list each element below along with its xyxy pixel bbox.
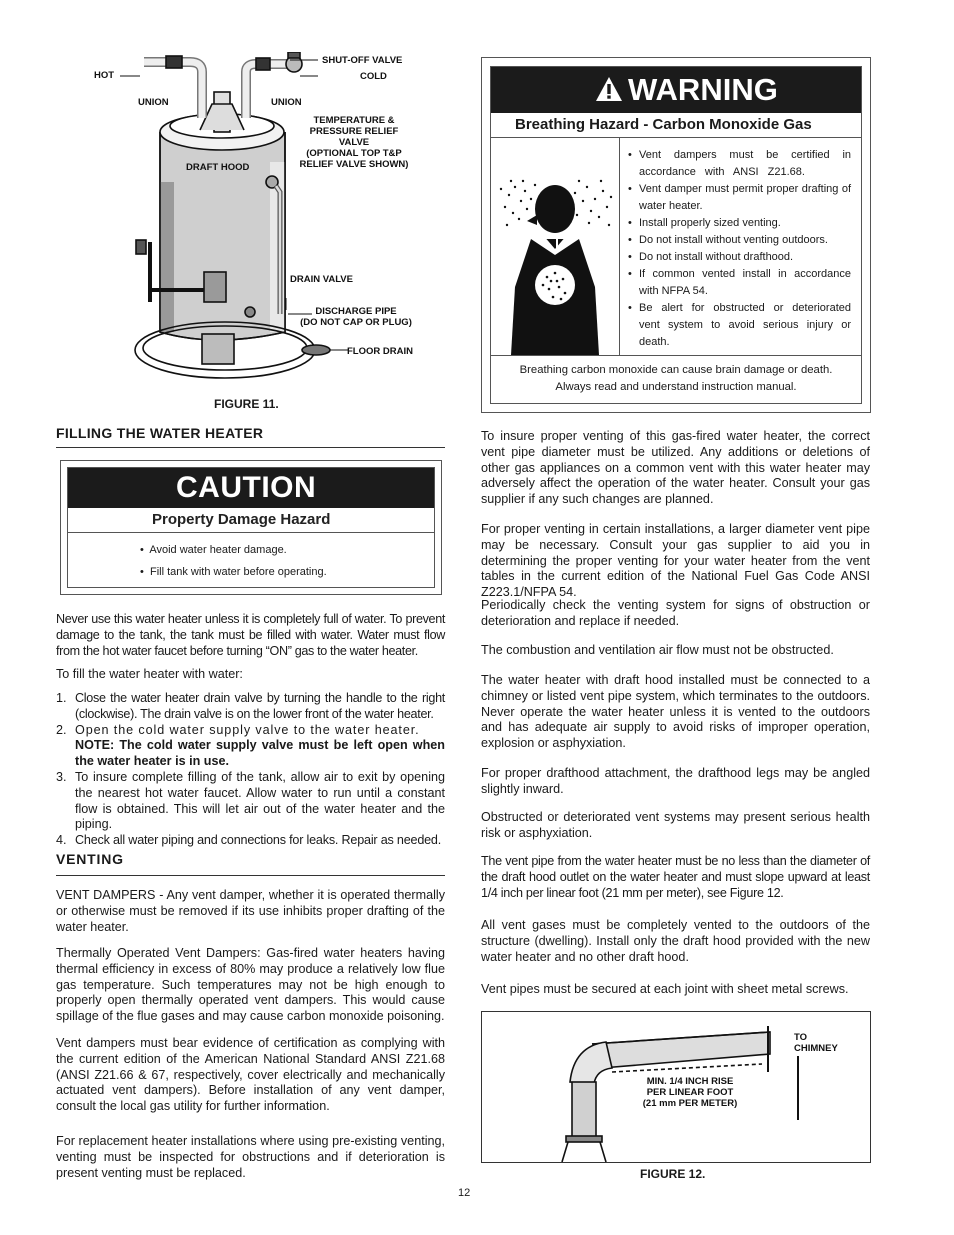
right-p5: The water heater with draft hood installed must be connected to a chimney or listed vent pipe system, which terminates to the outdoors. Never operate the water heater unless it is vented to the outdoors and has adequate air supply to avoid risks of improper operation, explosion or asphyxiation.	[481, 673, 870, 751]
warning-item: • Vent dampers must be certified in accordance with ANSI Z21.68.	[628, 149, 851, 178]
warning-subtitle: Breathing Hazard - Carbon Monoxide Gas	[491, 113, 861, 138]
venting-p2: Thermally Operated Vent Dampers: Gas-fired water heaters having thermal efficiency in excess of 80% may produce a relatively low flue gas temperature. Such temperatures may not be high enough to properly open thermally operated vent dampers. This would cause spillage of the flue gases and may cause carbon monoxide poisoning.	[56, 946, 445, 1024]
venting-p3: Vent dampers must bear evidence of certification as complying with the current edition of the American National Standard ANSI Z21.68 (ANSI Z21.66 & 67, respectively, cover electrically and mechanically actuated vent dampers). Before installation of any vent damper, consult the local gas utility for further information.	[56, 1036, 445, 1114]
caution-item: • Fill tank with water before operating.	[140, 566, 327, 578]
warning-item: • Do not install without venting outdoors.	[628, 234, 828, 246]
caution-subtitle: Property Damage Hazard	[68, 508, 434, 533]
label-cold: COLD	[360, 71, 387, 82]
list-item: 1. Close the water heater drain valve by turning the handle to the right (clockwise). The drain valve is on the lower front of the water heater.	[56, 691, 445, 721]
right-p3: Periodically check the venting system for signs of obstruction or deterioration and replace if needed.	[481, 598, 870, 628]
filling-heading: FILLING THE WATER HEATER	[56, 425, 264, 441]
warning-item: • Install properly sized venting.	[628, 217, 781, 229]
right-p9: All vent gases must be completely vented to the outdoors of the structure (dwelling). Install only the draft hood provided with the new water heater and no other draft hood.	[481, 918, 870, 964]
venting-p1: VENT DAMPERS - Any vent damper, whether it is operated thermally or otherwise must be removed if its use inhibits proper drafting of the water heater.	[56, 888, 445, 934]
label-discharge-pipe: DISCHARGE PIPE (DO NOT CAP OR PLUG)	[300, 306, 412, 328]
warning-box	[481, 57, 871, 413]
warning-triangle-icon	[594, 75, 624, 103]
right-p1: To insure proper venting of this gas-fired water heater, the correct vent pipe diameter must be utilized. Any additions or deletions of other gas appliances on a common vent with this water heater may adversely affect the operation of the water heater. Consult your gas supplier if any such changes are planned.	[481, 429, 870, 507]
figure-12-frame	[481, 1011, 871, 1163]
warning-item: • Be alert for obstructed or deteriorated vent system to avoid serious injury or death.	[628, 302, 851, 348]
filling-steps	[56, 691, 445, 849]
warning-footer: Breathing carbon monoxide can cause brain damage or death. Always read and understand instruction manual.	[519, 364, 833, 393]
right-p7: Obstructed or deteriorated vent systems may present serious health risk or asphyxiation.	[481, 810, 870, 840]
figure-11-caption: FIGURE 11.	[214, 397, 279, 411]
warning-item: • If common vented install in accordance with NFPA 54.	[628, 268, 851, 297]
caution-list	[68, 534, 434, 587]
label-floor-drain: FLOOR DRAIN	[347, 346, 413, 357]
warning-title: WARNING	[628, 72, 778, 107]
co-hazard-pictogram	[491, 137, 619, 356]
filling-intro: Never use this water heater unless it is completely full of water. To prevent damage to the tank, the tank must be filled with water. Water must flow from the hot water faucet before turning “ON” gas to the water heater.	[56, 612, 445, 658]
label-shutoff-valve: SHUT-OFF VALVE	[322, 55, 403, 66]
label-to-chimney: TO CHIMNEY	[794, 1032, 838, 1054]
warning-list	[619, 137, 861, 356]
list-item: 2. Open the cold water supply valve to the water heater. NOTE: The cold water supply valve must be left open when the water heater is in use.	[56, 722, 445, 769]
warning-item: • Vent damper must permit proper drafting of water heater.	[628, 183, 851, 212]
right-p2: For proper venting in certain installations, a larger diameter vent pipe may be necessary. Consult your gas supplier to aid you in determining the proper venting for your water heater from the vent tables in the current edition of the National Fuel Gas Code ANSI Z223.1/NFPA 54.	[481, 522, 870, 600]
caution-title: CAUTION	[68, 468, 434, 508]
label-union-left: UNION	[138, 97, 169, 108]
label-hot: HOT	[94, 70, 115, 81]
right-p6: For proper drafthood attachment, the drafthood legs may be angled slightly inward.	[481, 766, 870, 796]
warning-item: • Do not install without drafthood.	[628, 251, 794, 263]
label-drain-valve: DRAIN VALVE	[290, 274, 353, 285]
figure-12-caption: FIGURE 12.	[640, 1167, 706, 1181]
label-min-rise: MIN. 1/4 INCH RISE PER LINEAR FOOT (21 mm PER METER)	[642, 1076, 738, 1109]
caution-box	[60, 460, 442, 595]
list-item: 4. Check all water piping and connections for leaks. Repair as needed.	[56, 833, 442, 848]
right-p4: The combustion and ventilation air flow must not be obstructed.	[481, 643, 834, 657]
section-divider	[56, 875, 445, 876]
right-p10: Vent pipes must be secured at each joint with sheet metal screws.	[481, 982, 849, 996]
warning-title-band	[491, 67, 861, 113]
caution-item: • Avoid water heater damage.	[140, 544, 287, 556]
label-draft-hood: DRAFT HOOD	[186, 162, 250, 173]
label-union-right: UNION	[271, 97, 302, 108]
section-divider	[56, 447, 445, 448]
right-p8: The vent pipe from the water heater must be no less than the diameter of the draft hood outlet on the water heater and must slope upward at least 1/4 inch per linear foot (21 mm per meter), see Figure 12.	[481, 854, 870, 900]
venting-p4: For replacement heater installations where using pre-existing venting, venting must be inspected for obstructions and if deterioration is present venting must be replaced.	[56, 1134, 445, 1180]
venting-heading: VENTING	[56, 851, 124, 867]
filling-lead: To fill the water heater with water:	[56, 667, 243, 681]
label-tp-valve: TEMPERATURE & PRESSURE RELIEF VALVE (OPTIONAL TOP T&P RELIEF VALVE SHOWN)	[299, 115, 409, 170]
list-item: 3. To insure complete filling of the tank, allow air to exit by opening the nearest hot water faucet. Allow water to run until a constant flow is obtained. This will let air out of the water heater and the piping.	[56, 769, 445, 832]
page-number: 12	[458, 1187, 471, 1199]
